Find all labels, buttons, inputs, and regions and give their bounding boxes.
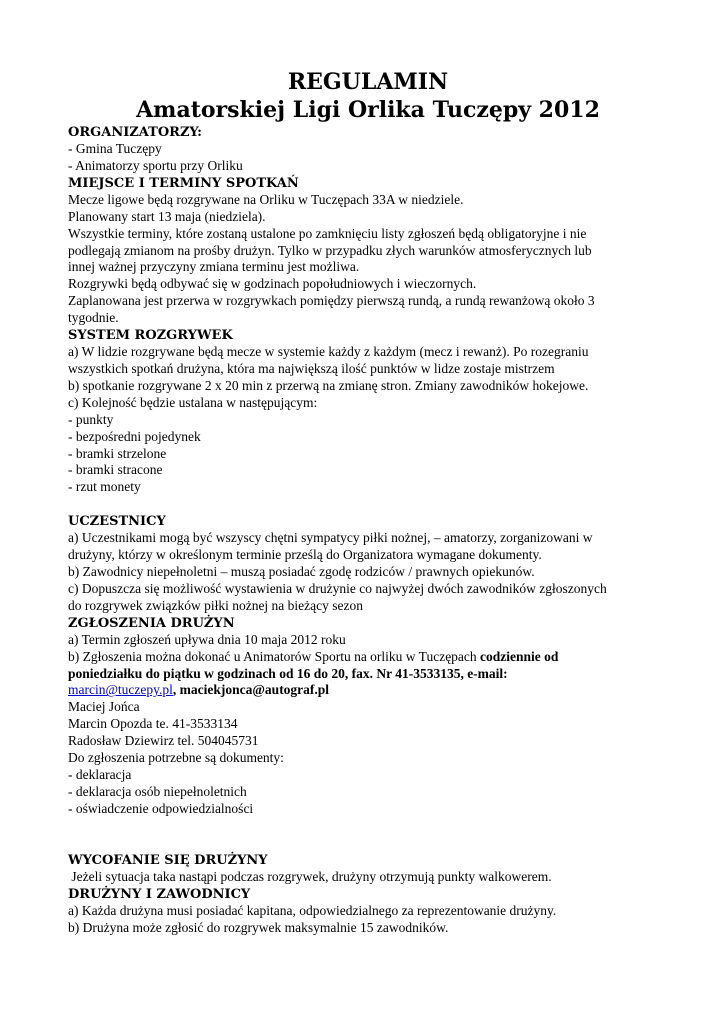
list-item: - bramki strzelone <box>68 445 167 461</box>
list-item: - oświadczenie odpowiedzialności <box>68 800 254 816</box>
bold-text: poniedziałku do piątku w godzinach od 16 do 20, fax. Nr 41-3533135, e-mail: <box>68 665 508 681</box>
section-heading-uczestnicy: UCZESTNICY <box>68 514 166 530</box>
list-item: - deklaracja osób niepełnoletnich <box>68 783 247 799</box>
section-heading-organizatorzy: ORGANIZATORZY: <box>68 125 202 140</box>
document-body <box>68 68 668 936</box>
paragraph-line: wszystkich spotkań drużyna, która ma największą ilość punktów w lidze zostaje mistrzem <box>68 360 555 376</box>
paragraph-line: a) W lidzie rozgrywane będą mecze w systemie każdy z każdym (mecz i rewanż). Po rozegraniu <box>68 344 589 360</box>
paragraph-text: b) Zgłoszenia można dokonać u Animatorów Sportu na orliku w Tuczępach <box>68 648 481 664</box>
paragraph-line: c) Kolejność będzie ustalana w następującym: <box>68 394 318 410</box>
contact-line: Radosław Dziewirz tel. 504045731 <box>68 733 259 749</box>
paragraph-line: b) Zawodnicy niepełnoletni – muszą posiadać zgodę rodziców / prawnych opiekunów. <box>68 564 535 580</box>
paragraph-line: a) Każda drużyna musi posiadać kapitana, odpowiedzialnego za reprezentowanie drużyny. <box>68 902 557 918</box>
section-heading-druzyny: DRUŻYNY I ZAWODNICY <box>68 886 251 902</box>
paragraph-line: Do zgłoszenia potrzebne są dokumenty: <box>68 750 284 766</box>
paragraph-line: Zaplanowana jest przerwa w rozgrywkach pomiędzy pierwszą rundą, a rundą rewanżową około 3 <box>68 293 595 309</box>
document-subtitle: Amatorskiej Ligi Orlika Tuczępy 2012 <box>136 97 600 123</box>
list-item: - punkty <box>68 411 114 427</box>
list-item: - Animatorzy sportu przy Orliku <box>68 157 243 173</box>
paragraph-line: innej ważnej przyczyny zmiana terminu jest możliwa. <box>68 259 360 275</box>
paragraph-line: a) Uczestnikami mogą być wszyscy chętni sympatycy piłki nożnej, – amatorzy, zorganizowani w <box>68 530 593 546</box>
paragraph-line <box>68 666 668 683</box>
paragraph-line: do rozgrywek związków piłki nożnej na bieżący sezon <box>68 597 364 613</box>
section-heading-system: SYSTEM ROZGRYWEK <box>68 328 233 344</box>
list-item: - bezpośredni pojedynek <box>68 428 201 444</box>
contact-line: Maciej Jońca <box>68 699 140 715</box>
paragraph-line <box>68 649 668 666</box>
paragraph-line: b) spotkanie rozgrywane 2 x 20 min z przerwą na zmianę stron. Zmiany zawodników hokejowe. <box>68 377 589 393</box>
spacer <box>68 818 668 852</box>
section-heading-miejsce: MIEJSCE I TERMINY SPOTKAŃ <box>68 175 299 191</box>
document-title: REGULAMIN <box>287 69 449 95</box>
paragraph-line: Jeżeli sytuacja taka nastąpi podczas rozgrywek, drużyny otrzymują punkty walkowerem. <box>68 868 552 884</box>
paragraph-line: Mecze ligowe będą rozgrywane na Orliku w Tuczępach 33A w niedziele. <box>68 191 464 207</box>
list-item: - bramki stracone <box>68 462 163 478</box>
paragraph-line: b) Drużyna może zgłosić do rozgrywek maksymalnie 15 zawodników. <box>68 919 449 935</box>
paragraph-line: Planowany start 13 maja (niedziela). <box>68 208 266 224</box>
paragraph-line: Wszystkie terminy, które zostaną ustalone po zamknięciu listy zgłoszeń będą obligatoryjne i nie <box>68 225 587 241</box>
list-item: - rzut monety <box>68 479 141 495</box>
email-text: , maciekjonca@autograf.pl <box>172 682 330 698</box>
list-item: - deklaracja <box>68 767 132 782</box>
spacer <box>68 496 668 513</box>
paragraph-line <box>68 682 668 699</box>
email-link[interactable]: marcin@tuczepy.pl <box>68 682 173 698</box>
paragraph-line: c) Dopuszcza się możliwość wystawienia w drużynie co najwyżej dwóch zawodników zgłoszonych <box>68 580 607 596</box>
section-heading-zgloszenia: ZGŁOSZENIA DRUŻYN <box>68 615 235 631</box>
paragraph-line: podlegają zmianom na prośby drużyn. Tylko w przypadku złych warunków atmosferycznych lub <box>68 242 592 258</box>
paragraph-line: drużyny, którzy w określonym terminie prześlą do Organizatora wymagane dokumenty. <box>68 547 542 563</box>
bold-text: codziennie od <box>480 648 559 664</box>
paragraph-line: a) Termin zgłoszeń upływa dnia 10 maja 2012 roku <box>68 631 346 647</box>
list-item: - Gmina Tuczępy <box>68 141 162 156</box>
paragraph-line: tygodnie. <box>68 310 119 326</box>
contact-line: Marcin Opozda te. 41-3533134 <box>68 716 238 732</box>
paragraph-line: Rozgrywki będą odbywać się w godzinach popołudniowych i wieczornych. <box>68 276 477 292</box>
section-heading-wycofanie: WYCOFANIE SIĘ DRUŻYNY <box>68 852 268 868</box>
